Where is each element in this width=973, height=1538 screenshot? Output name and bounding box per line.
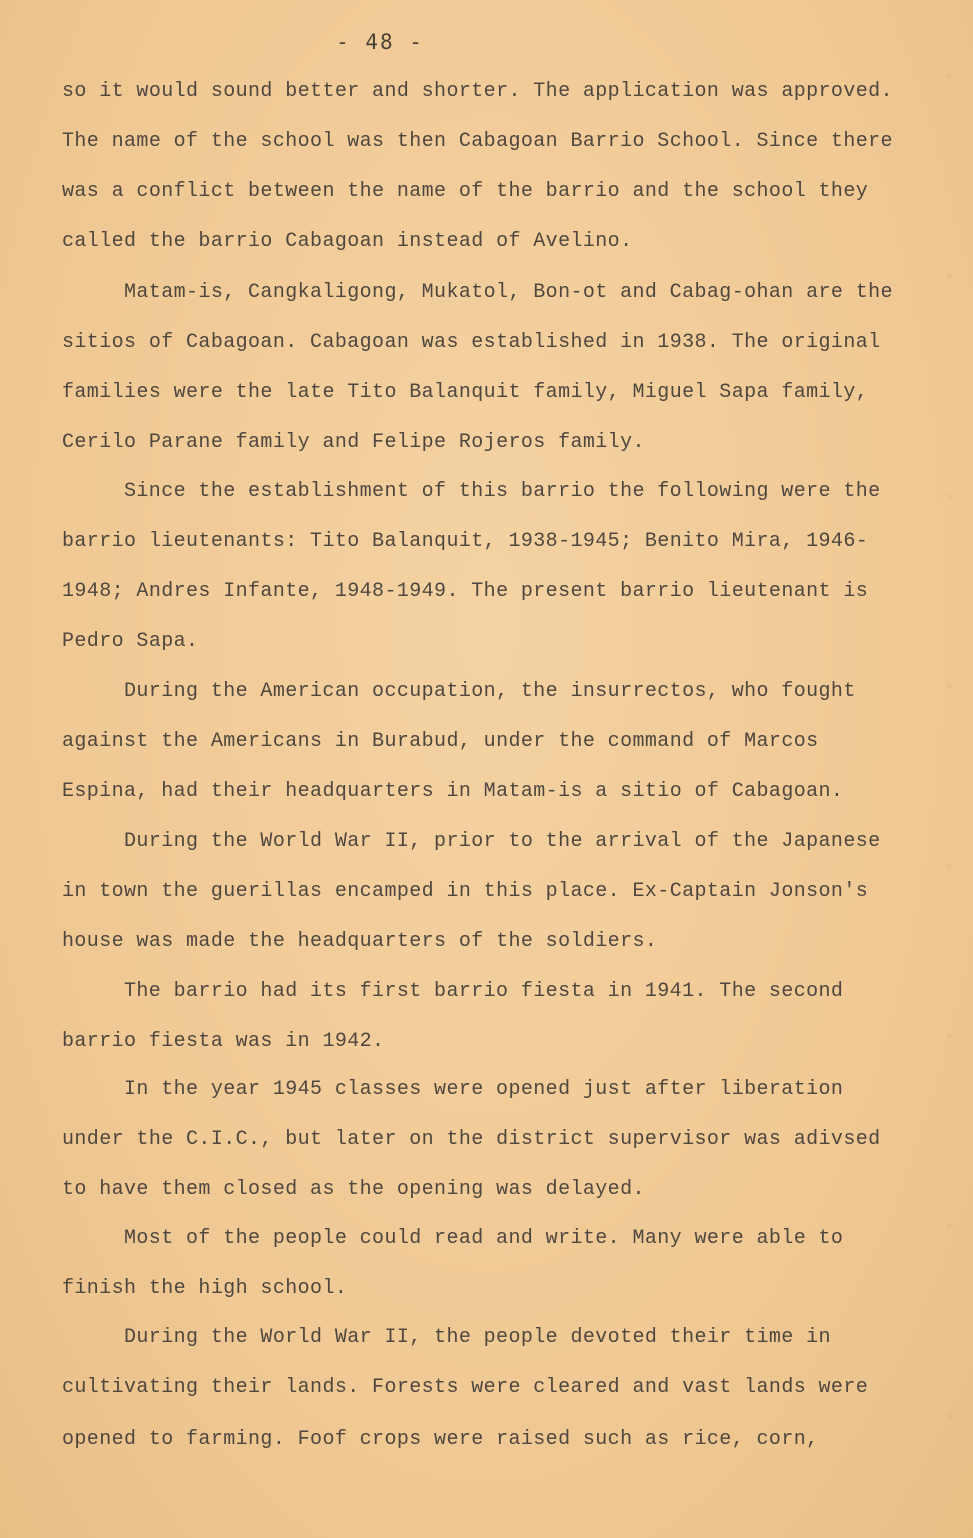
text-line: barrio lieutenants: Tito Balanquit, 1938-1945; Benito Mira, 1946- xyxy=(62,530,869,553)
text-line: cultivating their lands. Forests were cleared and vast lands were xyxy=(62,1376,869,1399)
margin-mark: ◦ xyxy=(945,1220,953,1234)
margin-mark: ◦ xyxy=(945,1030,953,1044)
text-line: Since the establishment of this barrio the following were the xyxy=(124,480,881,503)
text-line: house was made the headquarters of the soldiers. xyxy=(62,930,658,953)
text-line: finish the high school. xyxy=(62,1277,348,1300)
text-line: against the Americans in Burabud, under the command of Marcos xyxy=(62,730,819,753)
margin-mark: ◦ xyxy=(945,680,953,694)
text-line: to have them closed as the opening was delayed. xyxy=(62,1178,645,1201)
text-line: During the World War II, prior to the arrival of the Japanese xyxy=(124,830,881,853)
text-line: Pedro Sapa. xyxy=(62,630,199,653)
text-line: called the barrio Cabagoan instead of Avelino. xyxy=(62,230,633,253)
text-line: The barrio had its first barrio fiesta in 1941. The second xyxy=(124,980,844,1003)
margin-mark: ◦ xyxy=(945,490,953,504)
text-line: in town the guerillas encamped in this place. Ex-Captain Jonson's xyxy=(62,880,869,903)
margin-mark: ◦ xyxy=(945,1410,953,1424)
text-line: The name of the school was then Cabagoan Barrio School. Since there xyxy=(62,130,893,153)
text-line: Most of the people could read and write. Many were able to xyxy=(124,1227,844,1250)
text-line: sitios of Cabagoan. Cabagoan was established in 1938. The original xyxy=(62,331,881,354)
text-line: under the C.I.C., but later on the district supervisor was adivsed xyxy=(62,1128,881,1151)
text-line: In the year 1945 classes were opened just after liberation xyxy=(124,1078,844,1101)
margin-mark: ◦ xyxy=(945,860,953,874)
text-line: During the World War II, the people devoted their time in xyxy=(124,1326,831,1349)
text-line: barrio fiesta was in 1942. xyxy=(62,1030,385,1053)
text-line: Cerilo Parane family and Felipe Rojeros family. xyxy=(62,431,645,454)
page-number: - 48 - xyxy=(336,30,424,54)
text-line: families were the late Tito Balanquit family, Miguel Sapa family, xyxy=(62,381,869,404)
text-line: Matam-is, Cangkaligong, Mukatol, Bon-ot and Cabag-ohan are the xyxy=(124,281,893,304)
text-line: was a conflict between the name of the barrio and the school they xyxy=(62,180,869,203)
text-line: During the American occupation, the insurrectos, who fought xyxy=(124,680,856,703)
margin-mark: ◦ xyxy=(945,270,953,284)
text-line: so it would sound better and shorter. The application was approved. xyxy=(62,80,893,103)
margin-mark: ◦ xyxy=(945,70,953,84)
text-line: 1948; Andres Infante, 1948-1949. The present barrio lieutenant is xyxy=(62,580,869,603)
text-line: opened to farming. Foof crops were raised such as rice, corn, xyxy=(62,1428,819,1451)
text-line: Espina, had their headquarters in Matam-is a sitio of Cabagoan. xyxy=(62,780,844,803)
